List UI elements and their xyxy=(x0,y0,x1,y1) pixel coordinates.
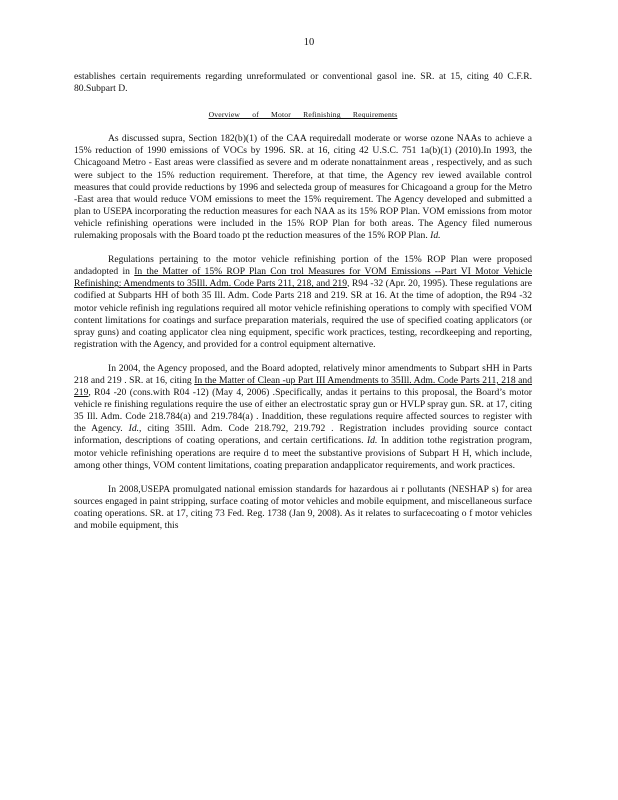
section-heading-text: Overview of Motor Refinishing Requirements xyxy=(208,110,398,120)
intro-text: establishes certain requirements regarding unreformulated or conventional gasol ine. SR. at 15, citing 40 C.F.R. 80.Subpart D. xyxy=(74,71,532,95)
intro-paragraph xyxy=(74,71,532,95)
case-title: In the Matter of 15% ROP Plan Con trol Measures for VOM Emissions --Part VI Motor Vehicle Refinishing: Amendments to 35Ill. Adm. Code Parts 211, 218, and 219 xyxy=(74,266,532,290)
case-title: In the Matter of Clean -up Part III Amendments to 35Ill. Adm. Code Parts 211, 218 and 219 xyxy=(74,374,533,399)
citation-id: Id. xyxy=(366,435,378,447)
paragraph-text: In addition tothe registration program, motor vehicle refinishing operations are require d to meet the substantive provisions of Subpart H H, which include, among other things, VOM content limitations, coating preparation andapplicator requirements, and work practices. xyxy=(74,435,533,471)
citation-id: Id. xyxy=(128,423,140,435)
paragraph-2004-amendments xyxy=(74,363,532,472)
paragraph-2008-neshap xyxy=(74,484,532,532)
citation-id: Id. xyxy=(430,230,441,242)
section-heading xyxy=(74,109,532,121)
paragraph-text: In 2004, the Agency proposed, and the Board adopted, relatively minor amendments to Subpart sHH in Parts 218 and 219 . SR. at 16, citing xyxy=(74,362,532,386)
paragraph-overview-history xyxy=(74,133,532,242)
paragraph-text: Regulations pertaining to the motor vehicle refinishing portion of the 15% ROP Plan were proposed andadopted in xyxy=(74,254,532,278)
paragraph-r94-32-regulations xyxy=(74,254,532,351)
document-body xyxy=(74,71,532,544)
page-number: 10 xyxy=(303,37,315,48)
paragraph-text: In 2008,USEPA promulgated national emission standards for hazardous ai r pollutants (NESHAP s) for area sources engaged in paint stripping, surface coating of motor vehicles and mobile equipment, and miscellaneous surface coating operations. SR. at 17, citing 73 Fed. Reg. 1738 (Jan 9, 2008). As it relates to surfacecoating o f motor vehicles and mobile equipment, this xyxy=(74,483,532,531)
paragraph-text: As discussed supra, Section 182(b)(1) of the CAA requiredall moderate or worse ozone NAAs to achieve a 15% reduction of 1990 emissions of VOCs by 1996. SR. at 16, citing 42 U.S.C. 751 1a(b)(1) (2010).In 1993, the Chicagoand Metro - East areas were classified as severe and m oderate nonattainment areas , respectively, and as such were subject to the 15% reduction requirement. Therefore, at that time, the Agency rev iewed available control measures that could provide reductions by 1996 and selecteda group of measures for Chicagoand a group for the Metro -East area that would reduce VOM emissions to meet the 15% requirement. The Agency developed and submitted a plan to USEPA incorporating the reduction measures for each NAA as its 15% ROP Plan. VOM emissions from motor vehicle refinishing operations were included in the 15% ROP Plan for both areas. The Agency filed numerous rulemaking proposals with the Board toado pt the reduction measures of the 15% ROP Plan. xyxy=(74,133,532,242)
paragraph-text: , R04 -20 (cons.with R04 -12) (May 4, 2006) .Specifically, andas it pertains to this proposal, the Board’s motor vehicle re finishing regulations require the use of either an electrostatic spray gun or HVLP spray gun. SR. at 17, citing 35 Ill. Adm. Code 218.784(a) and 219.784(a) . Inaddition, these regulations require affected sources to register with the Agency. xyxy=(74,387,532,435)
paragraph-text: , R94 -32 (Apr. 20, 1995). These regulations are codified at Subparts HH of both 35 Ill. Adm. Code Parts 218 and 219. SR at 16. At the time of adoption, the R94 -32 motor vehicle refinish ing regulations required all motor vehicle refinishing operations to comply with specified VOM content limitations for coatings and surface preparation materials, required the use of specified coating applicators (or spray guns) and coating applicator clea ning equipment, specific work practices, testing, recordkeeping and reporting, registration with the Agency, and provided for a control equipment alternative. xyxy=(74,278,532,350)
paragraph-text: , citing 35Ill. Adm. Code 218.792, 219.792 . Registration includes providing source contact information, descriptions of coating operations, and certain certifications. xyxy=(74,423,533,447)
